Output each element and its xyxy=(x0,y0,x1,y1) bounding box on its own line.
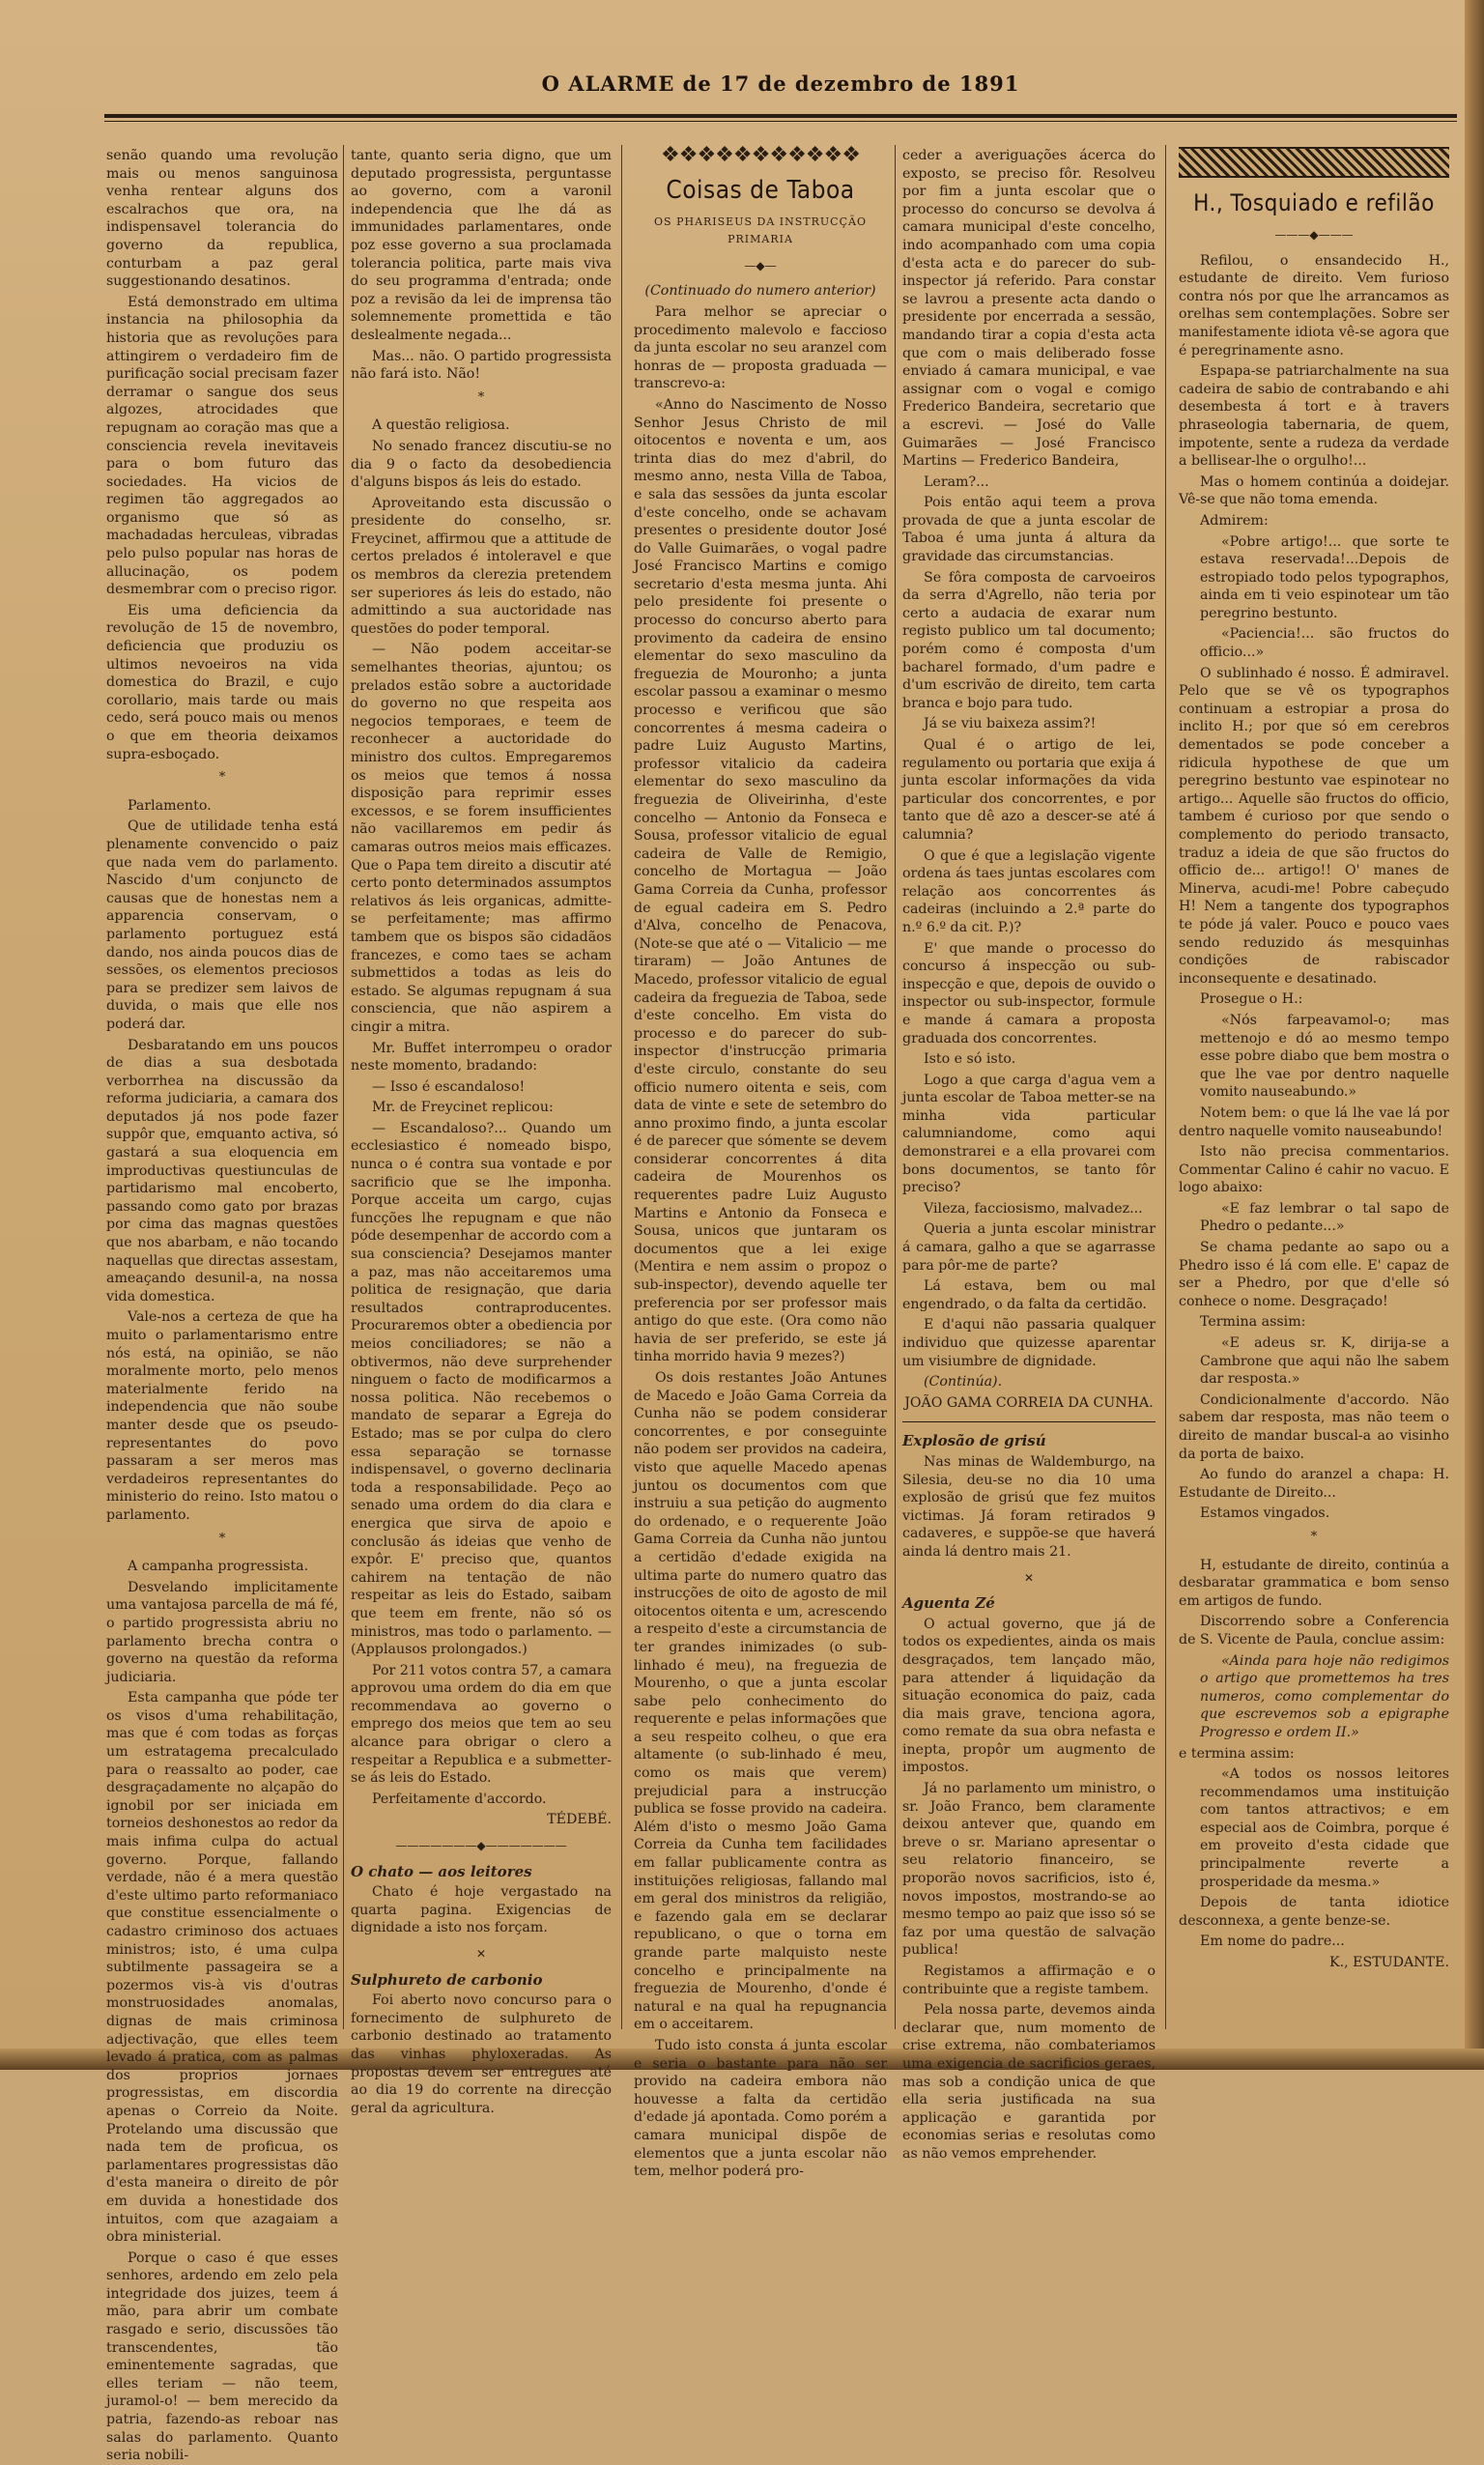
paragraph: E d'aqui não passaria qualquer individuo que quizesse aparentar um visiumbre de dignidade. xyxy=(902,1317,1156,1369)
quote: «Paciencia!... são fructos do officio...» xyxy=(1200,626,1449,661)
paragraph: — Isso é escandaloso! xyxy=(372,1078,526,1095)
cross-separator: ✕ xyxy=(1023,1570,1035,1585)
paragraph: Mas o homem continúa a doidejar. Vê-se que não toma emenda. xyxy=(1179,473,1449,508)
column-divider-1 xyxy=(343,145,344,2029)
paragraph: Qual é o artigo de lei, regulamento ou portaria que exija á junta escolar informações da vida particular dos concorrentes, e por tanto que dê azo a descer-se até á calumnia? xyxy=(902,737,1156,843)
paragraph: Isto não precisa commentarios. Commentar Calino é cahir no vacuo. E logo abaixo: xyxy=(1179,1144,1449,1196)
paragraph: Vileza, facciosismo, malvadez... xyxy=(924,1200,1143,1217)
paragraph: Em nome do padre... xyxy=(1200,1934,1345,1950)
paragraph: Que de utilidade tenha está plenamente convencido o paiz que nada vem do parlamento. Nascido d'um conjuncto de causas que de honestas nem a apparencia conservam, o parlamento portuguez está dando, nos ainda poucos dias de sessões, os elementos preciosos para se predizer sem laivos de duvida, o mais que elle nos poderá dar. xyxy=(106,818,338,1032)
paragraph: Está demonstrado em ultima instancia na philosophia da historia que as revoluções para attingirem o verdadeiro fim de purificação social precisam fazer derramar o sangue dos seus algozes, atrocidades que repugnam ao coração mas que a consciencia revela inevitaveis para o bom futuro das sociedades. Ha vicios de regimen tão aggregados ao organismo que só as machadadas herculeas, vibradas pelo pulso popular nas horas de allucinação, os podem desmembrar com o preciso rigor. xyxy=(106,294,338,598)
section-heading: Aguenta Zé xyxy=(902,1594,995,1613)
paragraph: Mr. Buffet interrompeu o orador neste momento, bradando: xyxy=(351,1040,612,1075)
continuation-note: (Continuado do numero anterior) xyxy=(644,283,876,300)
paragraph: Refilou, o ensandecido H., estudante de direito. Vem furioso contra nós por que lhe arrancamos as orelhas sem contemplações. Sobre ser manifestamente idiota vê-se agora que é peregrinamente asno. xyxy=(1179,252,1449,358)
quote: «Nós farpeavamol-o; mas mettenojo e dó ao mesmo tempo esse pobre diabo que bem mostra o que lhe vae por dentro naquelle vomito nauseabundo.» xyxy=(1200,1012,1449,1101)
paragraph: Perfeitamente d'accordo. xyxy=(372,1791,547,1807)
section-heading: A questão religiosa. xyxy=(372,417,510,434)
section-heading: Parlamento. xyxy=(128,797,212,814)
section-separator: ———————◆——————— xyxy=(395,1839,567,1853)
paragraph: Logo a que carga d'agua vem a junta escolar de Taboa metter-se na minha vida particular calumniandome, como aqui demonstrarei e a ella provarei com bons documentos, se tanto fôr preciso? xyxy=(902,1072,1156,1196)
paragraph: Discorrendo sobre a Conferencia de S. Vicente de Paula, conclue assim: xyxy=(1179,1614,1449,1648)
section-heading: Explosão de grisú xyxy=(902,1432,1046,1450)
section-heading: A campanha progressista. xyxy=(128,1559,309,1575)
paragraph: Pela nossa parte, devemos ainda declarar que, num momento de crise extrema, não combateriamos uma exigencia de sacrificios geraes, mas sob a condição unica de que ella seria justificada na sua applicação e garantida por economias serias e resolutas como as não vemos emprehender. xyxy=(902,2002,1156,2162)
masthead: O ALARME de 17 de dezembro de 1891 xyxy=(541,72,1020,96)
article-subtitle: OS PHARISEUS DA INSTRUCÇÃO PRIMARIA xyxy=(654,215,867,246)
paragraph: Por 211 votos contra 57, a camara approvou uma ordem do dia em que recommendava ao governo o emprego dos meios que tem ao seu alcance para obrigar o clero a respeitar a Republica e a submetter-se ás leis do Estado. xyxy=(351,1662,612,1787)
paragraph: Já se viu baixeza assim?! xyxy=(924,716,1097,732)
section-separator: * xyxy=(218,1531,226,1546)
paragraph: Prosegue o H.: xyxy=(1200,991,1303,1008)
paragraph: Estamos vingados. xyxy=(1200,1505,1330,1522)
paragraph: Admirem: xyxy=(1200,512,1269,529)
paragraph: Isto e só isto. xyxy=(924,1051,1016,1068)
paragraph: Porque o caso é que esses senhores, ardendo em zelo pela integridade dos juizes, teem á mão, para abrir um combate rasgado e serio, discussões tão transcendentes, tão eminentemente sagradas, que elles teriam — não teem, juramol-o! — bem merecido da patria, fazendo-as reboar nas salas do parlamento. Quanto seria nobili- xyxy=(106,2250,338,2464)
ornament-row: ❖❖❖❖❖❖❖❖❖❖❖ xyxy=(661,143,860,167)
column-divider-2 xyxy=(621,145,622,2029)
section-separator: * xyxy=(218,770,226,786)
section-rule xyxy=(902,1421,1156,1422)
paragraph: Espapa-se patriarchalmente na sua cadeira de sabio de contrabando e ahi desembesta á tort e à travers phraseologia tabernaria, de quem, impotente, sente a rudeza da verdade a bellisear-lhe o orgulho!... xyxy=(1179,363,1449,470)
paragraph: e termina assim: xyxy=(1179,1745,1295,1762)
paragraph: Lá estava, bem ou mal engendrado, o da falta da certidão. xyxy=(902,1278,1156,1312)
paragraph: No senado francez discutiu-se no dia 9 o facto da desobediencia d'alguns bispos ás leis do estado. xyxy=(351,438,612,491)
paragraph: tante, quanto seria digno, que um deputado progressista, perguntasse ao governo, com a varonil independencia que lhe dá as immunidades parlamentares, onde poz esse governo a sua proclamada tolerancia politica, parte mais viva do seu programma d'entrada; onde poz a revisão da lei de imprensa tão solemnemente promettida e tão deslealmente negada... xyxy=(351,148,612,343)
paragraph: Tudo isto consta á junta escolar e seria o bastante para não ser provido na cadeira embora não houvesse a falta da certidão d'edade já apontada. Como porém a camara municipal dispõe de elementos que a junta escolar não tem, melhor poderá pro- xyxy=(634,2037,887,2180)
paragraph: Leram?... xyxy=(924,473,989,490)
paragraph: Desvelando implicitamente uma vantajosa parcella de má fé, o partido progressista abriu no parlamento brecha contra o governo na questão da reforma judiciaria. xyxy=(106,1579,338,1685)
paragraph: Termina assim: xyxy=(1200,1314,1306,1331)
paragraph: Para melhor se apreciar o procedimento malevolo e faccioso da junta escolar no seu aranzel com honras de — proposta graduada — transcrevo-a: xyxy=(634,303,887,392)
paragraph: Pois então aqui teem a prova provada de que a junta escolar de Taboa é uma junta á altura da gravidade das circumstancias. xyxy=(902,495,1156,565)
page-edge-right xyxy=(1465,0,1484,2070)
paragraph: O que é que a legislação vigente ordena ás taes juntas escolares com relação aos concorrentes ás cadeiras (incluindo a 2.ª parte do n.º 6.º da cit. P.)? xyxy=(902,847,1156,935)
paragraph: Mr. de Freycinet replicou: xyxy=(372,1100,554,1116)
paragraph: — Não podem acceitar-se semelhantes theorias, ajuntou; os prelados estão sobre a auctoridade do governo no que respeita aos negocios temporaes, e teem de reconhecer a auctoridade do ministro dos cultos. Empregaremos os meios que temos á nossa disposição para reprimir esses excessos, e se forem insufficientes não vacillaremos em pedir ás camaras outros meios mais efficazes. Que o Papa tem direito a discutir até certo ponto determinados assumptos relativos ás leis organicas, admitte-se perfeitamente; mas affirmo tambem que os bispos são cidadãos francezes, e como taes se acham submettidos a todas as leis do estado. Se algumas repugnam á sua consciencia, que não aspirem a cingir a mitra. xyxy=(351,642,612,1035)
paragraph: Foi aberto novo concurso para o fornecimento de sulphureto de carbonio destinado ao tratamento das vinhas phyloxeradas. As propostas devem ser entregues até ao dia 19 do corrente na direcção geral da agricultura. xyxy=(351,1992,612,2116)
paragraph: Nas minas de Waldemburgo, na Silesia, deu-se no dia 10 uma explosão de grisú que fez muitos victimas. Já foram retirados 9 cadaveres, e suppõe-se que haverá ainda lá dentro mais 21. xyxy=(902,1453,1156,1560)
column-4 xyxy=(902,147,1156,2162)
paragraph: Notem bem: o que lá lhe vae lá por dentro naquelle vomito nauseabundo! xyxy=(1179,1104,1449,1139)
quote: «Ainda para hoje não redigimos o artigo que promettemos ha tres numeros, como complementar do que escrevemos sob a epigraphe Progresso e ordem II.» xyxy=(1200,1652,1449,1740)
article-title: H., Tosquiado e refilão xyxy=(1193,189,1435,216)
paragraph: senão quando uma revolução mais ou menos sanguinosa venha rentear alguns dos escalrachos que ora, na indispensavel tolerancia do governo da republica, conturbam a paz geral suggestionando desatinos. xyxy=(106,148,338,290)
paragraph: O sublinhado é nosso. É admiravel. Pelo que se vê os typographos continuam a estropiar a prosa do inclito H.; por que só em cerebros dementados se pode conceber a ridicula hypothese de que um peregrino bestunto vae espinotear no artigo... Aquelle são fructos do officio, tambem é curioso por que sendo o complemento do periodo transacto, traduz a ideia de que são fructos do officio de... artigo!! O' manes de Minerva, acudi-me! Pobre cabeçudo H! Nem a tangente dos typographos te póde já valer. Pouco e pouco vaes sendo reduzido ás mesquinhas condições de rabiscador inconsequente e desatinado. xyxy=(1179,665,1449,987)
continuation-note: (Continúa). xyxy=(924,1374,1003,1390)
paragraph: — Escandaloso?... Quando um ecclesiastico é nomeado bispo, nunca o é contra sua vontade e por sacrificio que se lhe imponha. Porque acceita um cargo, cujas funcções lhe repugnam e que não póde desempenhar de accordo com a sua consciencia? Desejamos manter a paz, mas não acceitaremos uma politica de resignação, que daria resultados contraproducentes. Procuraremos obter a obediencia por meios conciliadores; se não a obtivermos, não deve surprehender ninguem o facto de modificarmos a nossa politica. Não recebemos o mandato de separar a Egreja do Estado; mas se por culpa do clero essa separação se tornasse indispensavel, o governo declinaria toda a responsabilidade. Peço ao senado uma ordem do dia clara e energica que sirva de apoio e conclusão ás ideias que venho de expôr. E' preciso que, quantos cahirem na tentação de não respeitar as leis do Estado, saibam que teem em frente, não só os ministros, mas todo o parlamento. — (Applausos prolongados.) xyxy=(351,1120,612,1658)
paragraph: Queria a junta escolar ministrar á camara, galho a que se agarrasse para pôr-me de parte? xyxy=(902,1221,1156,1274)
paragraph: Se fôra composta de carvoeiros da serra d'Agrello, não teria por certo a audacia de exarar num registo publico um tal documento; porém como é composta d'um bacharel formado, d'um padre e d'um escrivão de direito, tem carta branca e bojo para tudo. xyxy=(902,569,1156,711)
paragraph: Ao fundo do aranzel a chapa: H. Estudante de Direito... xyxy=(1179,1467,1449,1501)
column-3 xyxy=(634,143,887,2180)
paragraph: Eis uma deficiencia da revolução de 15 de novembro, deficiencia que produziu os ultimos nevoeiros na vida domestica do Brazil, e cujo corollario, mais tarde ou mais cedo, será pouco mais ou menos o que em theoria deixamos supra-esboçado. xyxy=(106,602,338,762)
section-separator: —◆— xyxy=(744,258,777,272)
quote: «A todos os nossos leitores recommendamos uma instituição com tantos attractivos; e em especial aos de Coimbra, porque é em proveito d'esta cidade que principalmente reverte a prosperidade da mesma.» xyxy=(1200,1766,1449,1890)
paragraph: E' que mande o processo do concurso á inspecção ou sub-inspecção e que, depois de ouvido o inspector ou sub-inspector, formule e mande á camara a proposta graduada dos concorrentes. xyxy=(902,940,1156,1046)
quote: «Pobre artigo!... que sorte te estava reservada!...Depois de estropiado todo pelos typographos, ainda em ti veio espinotear um tão peregrino bestunto. xyxy=(1200,533,1449,621)
column-divider-4 xyxy=(1165,145,1166,2029)
signature: TÉDEBÉ. xyxy=(547,1812,612,1828)
paragraph: Já no parlamento um ministro, o sr. João Franco, bem claramente deixou antever que, quando em breve o sr. Mariano apresentar o seu relatorio financeiro, se proporão novos sacrificios, isto é, novos impostos, mostrando-se ao mesmo tempo ao paiz que isso só se faz por uma questão de salvação publica! xyxy=(902,1781,1156,1959)
quote: «E adeus sr. K, dirija-se a Cambrone que aqui não lhe sabem dar resposta.» xyxy=(1200,1335,1449,1388)
paragraph: Aproveitando esta discussão o presidente do conselho, sr. Freycinet, affirmou que a attitude de certos prelados é intoleravel e que os membros da clerezia pretendem ser superiores ás leis do estado, não admittindo a sua auctoridade nas questões do poder temporal. xyxy=(351,495,612,637)
section-heading: Sulphureto de carbonio xyxy=(351,1970,543,1989)
masthead-rule-thin xyxy=(104,121,1457,122)
paragraph: Mas... não. O partido progressista não fará isto. Não! xyxy=(351,348,612,383)
column-2 xyxy=(351,147,612,2116)
column-5 xyxy=(1179,147,1449,2031)
signature: K., ESTUDANTE. xyxy=(1329,1955,1449,1971)
paragraph: Desbaratando em uns poucos de dias a sua desbotada verborrhea na discussão da reforma judiciaria, a camara dos deputados já nos pode fazer suppôr que, emquanto activa, só gastará a sua eloquencia em improductivas questiunculas de partidarismo mal encoberto, passando como gato por brazas por cima das magnas questões que nos abarbam, e não tocando naquellas que directas assestam, ameaçando desunil-a, na nossa vida domestica. xyxy=(106,1037,338,1304)
paragraph: Se chama pedante ao sapo ou a Phedro isso é lá com elle. E' capaz de ser a Phedro, por que d'elle só conhece o nome. Desgraçado! xyxy=(1179,1240,1449,1309)
paragraph: Condicionalmente d'accordo. Não sabem dar resposta, mas não teem o direito de mandar buscal-a ao visinho da porta de baixo. xyxy=(1179,1391,1449,1462)
paragraph: Chato é hoje vergastado na quarta pagina. Exigencias de dignidade a isto nos forçam. xyxy=(351,1884,612,1936)
paragraph: «Anno do Nascimento de Nosso Senhor Jesus Christo de mil oitocentos e noventa e um, aos trinta dias do mez d'abril, do mesmo anno, nesta Villa de Taboa, e sala das sessões da junta escolar d'este concelho, onde se achavam presentes o presidente doutor José do Valle Guimarães, o vogal padre José Francisco Martins e comigo secretario d'esta mesma junta. Ahi pelo presidente foi presente o processo do concurso aberto para provimento da cadeira de ensino elementar do sexo masculino da freguezia de Mouronho; a junta escolar passou a examinar o mesmo processo e verificou que são concorrentes á mesma cadeira o padre Luiz Augusto Martins, professor vitalicio da cadeira elementar do sexo masculino da freguezia de Oliveirinha, d'este concelho — Antonio da Fonseca e Sousa, professor vitalicio de egual cadeira de Valle de Remigio, concelho de Mortagua — João Gama Correia da Cunha, professor de egual cadeira em S. Pedro d'Alva, concelho de Penacova, (Note-se que até o — Vitalicio — me tiraram) — João Antunes de Macedo, professor vitalicio de egual cadeira da freguezia de Taboa, sede d'este concelho. Em vista do processo e do parecer do sub-inspector d'instrucção primaria d'este circulo, constante do seu officio numero oitenta e seis, com data de vinte e sete de setembro do anno proximo findo, a junta escolar é de parecer que sómente se devem considerar concorrentes á dita cadeira de Mourenhos os requerentes padre Luiz Augusto Martins e Antonio da Fonseca e Sousa, unicos que juntaram os documentos que a lei exige (Mentira e nem assim o propoz o sub-inspector), devendo aquelle ter preferencia por ser professor mais antigo do que este. (Ora como não havia de ser preferido, se este já tinha morrido havia 9 mezes?) xyxy=(634,396,887,1365)
paragraph: Depois de tanta idiotice desconnexa, a gente benze-se. xyxy=(1179,1895,1449,1929)
ornament-band xyxy=(1179,147,1449,178)
section-heading: O chato — aos leitores xyxy=(351,1862,532,1880)
paragraph: H, estudante de direito, continúa a desbaratar grammatica e bom senso em artigos de fundo. xyxy=(1179,1557,1449,1609)
section-separator: ———◆——— xyxy=(1274,228,1354,242)
paragraph: Registamos a affirmação e o contribuinte que a registe tambem. xyxy=(902,1963,1156,1997)
masthead-rule xyxy=(104,114,1457,118)
article-title: Coisas de Taboa xyxy=(666,175,855,205)
paragraph: Vale-nos a certeza de que ha muito o parlamentarismo entre nós está, na opinião, se não moralmente morto, pelo menos materialmente ferido na independencia que não soube manter desde que os pseudo-representantes do povo passaram a ser meros mas verdadeiros representantes do ministerio do reino. Isto matou o parlamento. xyxy=(106,1309,338,1523)
section-separator: * xyxy=(477,389,485,405)
paragraph: ceder a averiguações ácerca do exposto, se preciso fôr. Resolveu por fim a junta escolar que o processo do concurso se devolva á camara municipal d'este concelho, indo acompanhado com uma copia d'esta acta e do parecer do sub-inspector já referido. Para constar se lavrou a presente acta dando o presidente por encerrada a sessão, mandando tirar a copia d'esta acta que com o mais deliberado fosse enviado á camara municipal, e vae assignar com o vogal e comigo Frederico Bandeira, secretario que a escrevi. — José do Valle Guimarães — José Francisco Martins — Frederico Bandeira, xyxy=(902,148,1156,470)
cross-separator: ✕ xyxy=(475,1947,487,1961)
quote: «E faz lembrar o tal sapo de Phedro o pedante...» xyxy=(1200,1200,1449,1235)
section-separator: * xyxy=(1310,1529,1318,1544)
paragraph: O actual governo, que já de todos os expedientes, ainda os mais desgraçados, tem lançado mão, para attender á liquidação da situação economica do paiz, cada dia mais grave, tenciona agora, como remate da sua obra nefasta e inepta, propôr um augmento de impostos. xyxy=(902,1616,1156,1776)
signature: JOÃO GAMA CORREIA DA CUNHA. xyxy=(904,1394,1154,1411)
paragraph: Esta campanha que póde ter os visos d'uma rehabilitação, mas que é com todas as forças um estratagema precalculado para o reassalto ao poder, cae desgraçadamente no alçapão do ignobil por ser iniciada em torneios deshonestos ao redor da mais infima culpa do actual governo. Porque, fallando verdade, não é a mera questão d'este ultimo parto reformaniaco que constitue essencialmente o cadastro criminoso dos actuaes ministros; isto, é uma culpa subtilmente passageira se a pozermos vis-à vis d'outras monstruosidades anomalas, dignas de mais criminosa adjectivação, que elles teem levado á pratica, com as palmas dos proprios jornaes progressistas, em discordia apenas o Correio da Noite. Protelando uma discussão que nada tem de proficua, os parlamentares progressistas dão d'esta maneira o direito de pôr em duvida a honestidade dos intuitos, com que azagaiam a obra ministerial. xyxy=(106,1690,338,2246)
column-1 xyxy=(106,147,338,2464)
column-divider-3 xyxy=(895,145,896,2029)
paragraph: Os dois restantes João Antunes de Macedo e João Gama Correia da Cunha não se podem considerar concorrentes, e por conseguinte não podem ser providos na cadeira, visto que aquelle Macedo apenas juntou os documentos com que instruiu a sua petição do augmento do ordenado, e o requerente João Gama Correia da Cunha não juntou a certidão d'edade exigida na ultima parte do numero quatro das instrucções de oito de agosto de mil oitocentos oitenta e um, acrescendo a respeito d'este a circumstancia de ter grandes inimizades (o sub-linhado é meu), na freguezia de Mourenho, o que a junta escolar sabe pelo conhecimento do requerente e pelas informações que a seu respeito colheu, o que era altamente (o sub-linhado é meu, como os mais que verem) prejudicial para a instrucção publica se fosse provido na cadeira. Além d'isto o mesmo João Gama Correia da Cunha tem facilidades em fallar publicamente contra as instituições religiosas, fallando mal em geral dos ministros da religião, e fazendo gala em se declarar republicano, o que o torna em grande parte malquisto neste concelho e principalmente na freguezia de Mourenho, d'onde é natural e na qual ha repugnancia em o acceitarem. xyxy=(634,1370,887,2033)
